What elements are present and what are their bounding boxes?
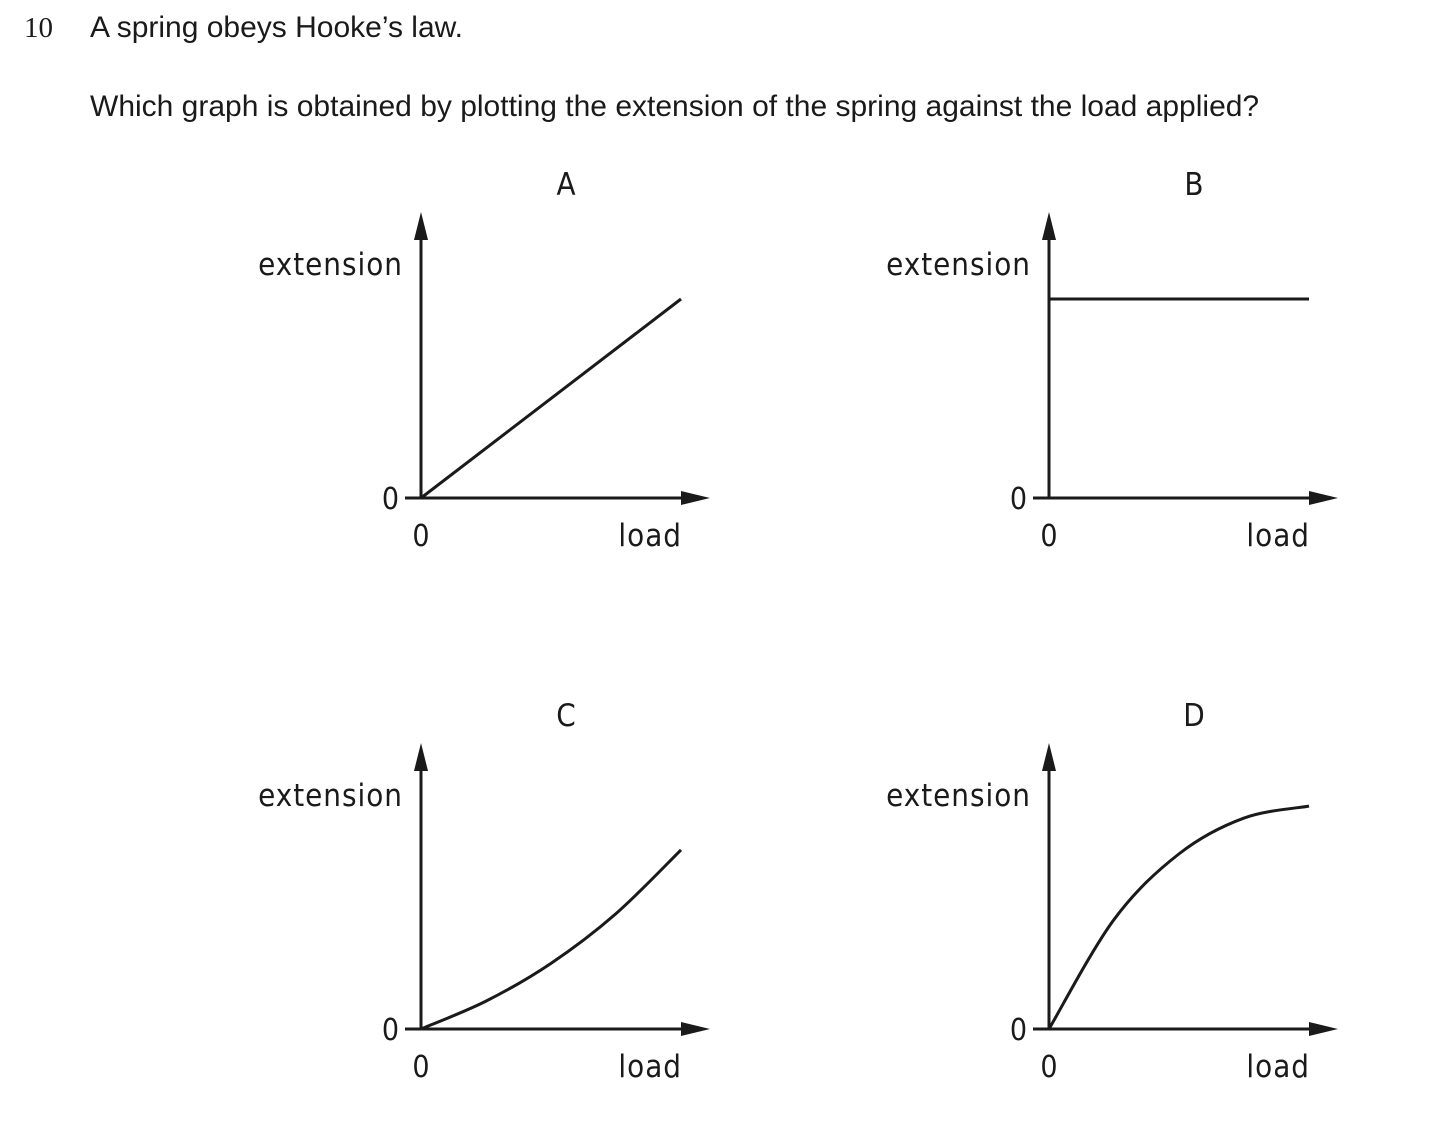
graph-b-y-arrow bbox=[1042, 212, 1056, 240]
graph-b-x-arrow bbox=[1309, 491, 1338, 505]
graph-d-x-origin-label: 0 bbox=[1040, 1050, 1058, 1085]
graph-c-x-label: load bbox=[618, 1049, 682, 1085]
graph-c-y-arrow bbox=[414, 743, 428, 771]
graph-d-letter: D bbox=[1183, 698, 1205, 734]
graph-d bbox=[886, 698, 1338, 1085]
graph-d-x-arrow bbox=[1309, 1022, 1338, 1036]
graph-a-y-origin-label: 0 bbox=[381, 482, 399, 517]
graph-b bbox=[886, 167, 1338, 554]
graph-b-y-origin-label: 0 bbox=[1009, 482, 1027, 517]
graph-c-x-arrow bbox=[681, 1022, 710, 1036]
graph-c-line bbox=[421, 850, 681, 1029]
graph-a-x-arrow bbox=[681, 491, 710, 505]
graph-a bbox=[258, 167, 710, 554]
graph-c-letter: C bbox=[556, 698, 576, 734]
graph-a-letter: A bbox=[556, 167, 576, 203]
graph-d-x-label: load bbox=[1246, 1049, 1310, 1085]
question-stem: A spring obeys Hooke’s law. bbox=[90, 11, 463, 44]
graph-b-x-label: load bbox=[1246, 518, 1310, 554]
graph-c-y-origin-label: 0 bbox=[381, 1013, 399, 1048]
graph-b-letter: B bbox=[1184, 167, 1204, 203]
graph-a-x-label: load bbox=[618, 518, 682, 554]
question-number: 10 bbox=[24, 12, 53, 44]
graph-d-y-arrow bbox=[1042, 743, 1056, 771]
question-prompt: Which graph is obtained by plotting the extension of the spring against the load applied? bbox=[90, 90, 1260, 123]
graph-d-y-origin-label: 0 bbox=[1009, 1013, 1027, 1048]
graph-c-x-origin-label: 0 bbox=[412, 1050, 430, 1085]
graph-b-y-label: extension bbox=[886, 247, 1031, 283]
graph-b-x-origin-label: 0 bbox=[1040, 519, 1058, 554]
graph-c-y-label: extension bbox=[258, 778, 403, 814]
graph-d-y-label: extension bbox=[886, 778, 1031, 814]
graph-d-line bbox=[1049, 806, 1309, 1029]
graph-a-y-label: extension bbox=[258, 247, 403, 283]
graph-a-y-arrow bbox=[414, 212, 428, 240]
graph-a-line bbox=[421, 299, 681, 498]
graph-c bbox=[258, 698, 710, 1085]
graph-a-x-origin-label: 0 bbox=[412, 519, 430, 554]
